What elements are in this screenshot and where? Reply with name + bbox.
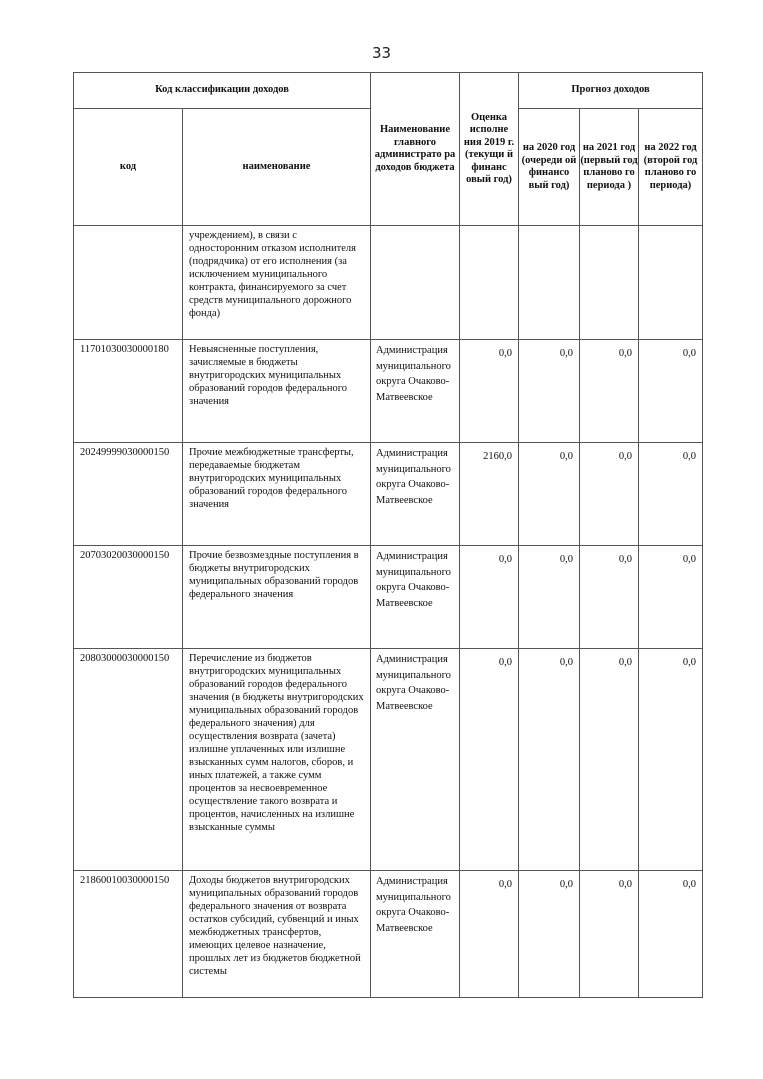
cell-estimate: 0,0 — [460, 871, 519, 998]
cell-code: 11701030030000180 — [74, 340, 183, 443]
cell-2020: 0,0 — [519, 871, 580, 998]
table-row — [74, 340, 703, 443]
table-row — [74, 546, 703, 649]
cell-name: учреждением), в связи с односторонним отказом исполнителя (подрядчика) от его исполнения (за исключением муниципального контракта, финансируемого за счет средств муниципального дорожного фонда) — [183, 226, 371, 340]
cell-2022: 0,0 — [639, 546, 703, 649]
table-row — [74, 443, 703, 546]
cell-estimate: 0,0 — [460, 546, 519, 649]
cell-2020: 0,0 — [519, 443, 580, 546]
cell-admin: Администрация муниципального округа Очаково-Матвеевское — [371, 871, 460, 998]
cell-estimate: 2160,0 — [460, 443, 519, 546]
cell-2021: 0,0 — [580, 443, 639, 546]
cell-estimate: 0,0 — [460, 649, 519, 871]
cell-admin: Администрация муниципального округа Очаково-Матвеевское — [371, 546, 460, 649]
cell-admin: Администрация муниципального округа Очаково-Матвеевское — [371, 340, 460, 443]
cell-code: 21860010030000150 — [74, 871, 183, 998]
table-row-continuation — [74, 226, 703, 340]
table-row — [74, 871, 703, 998]
cell-2021: 0,0 — [580, 546, 639, 649]
cell-code: 20803000030000150 — [74, 649, 183, 871]
cell-code: 20249999030000150 — [74, 443, 183, 546]
page-number: 33 — [371, 44, 392, 62]
cell-2021: 0,0 — [580, 649, 639, 871]
cell-2021: 0,0 — [580, 871, 639, 998]
cell-code: 20703020030000150 — [74, 546, 183, 649]
cell-2022: 0,0 — [639, 443, 703, 546]
cell-name: Невыясненные поступления, зачисляемые в бюджеты внутригородских муниципальных образований городов федерального значения — [183, 340, 371, 443]
table-row — [74, 649, 703, 871]
cell-2022: 0,0 — [639, 649, 703, 871]
cell-code — [74, 226, 183, 340]
header-2021: на 2021 год (первый год планово го периода ) — [580, 109, 639, 226]
cell-2021 — [580, 226, 639, 340]
cell-name: Перечисление из бюджетов внутригородских муниципальных образований городов федерального значения (в бюджеты внутригородских муниципальных образований городов федерального значения) для осуществления возврата (зачета) излишне уплаченных или излишне взысканных сумм налогов, сборов, и иных платежей, а также сумм процентов за несвоевременное осуществление такого возврата и процентов, начисленных на излишне взысканные суммы — [183, 649, 371, 871]
cell-name: Доходы бюджетов внутригородских муниципальных образований городов федерального значения от возврата остатков субсидий, субвенций и иных межбюджетных трансфертов, имеющих целевое назначение, прошлых лет из бюджетов бюджетной системы — [183, 871, 371, 998]
header-code: код — [74, 109, 183, 226]
header-2020: на 2020 год (очереди ой финансо вый год) — [519, 109, 580, 226]
cell-2022 — [639, 226, 703, 340]
header-admin: Наименование главного администрато ра доходов бюджета — [371, 73, 460, 226]
cell-2021: 0,0 — [580, 340, 639, 443]
cell-2022: 0,0 — [639, 340, 703, 443]
cell-2022: 0,0 — [639, 871, 703, 998]
header-2022: на 2022 год (второй год планово го периода) — [639, 109, 703, 226]
header-code-group: Код классификации доходов — [74, 73, 371, 109]
cell-2020: 0,0 — [519, 546, 580, 649]
cell-admin: Администрация муниципального округа Очаково-Матвеевское — [371, 649, 460, 871]
cell-admin — [371, 226, 460, 340]
cell-2020: 0,0 — [519, 340, 580, 443]
header-estimate: Оценка исполне ния 2019 г. (текущи й финанс овый год) — [460, 73, 519, 226]
header-name: наименование — [183, 109, 371, 226]
revenue-table — [73, 72, 703, 998]
cell-admin: Администрация муниципального округа Очаково-Матвеевское — [371, 443, 460, 546]
cell-name: Прочие межбюджетные трансферты, передаваемые бюджетам внутригородских муниципальных образований городов федерального значения — [183, 443, 371, 546]
header-forecast-group: Прогноз доходов — [519, 73, 703, 109]
cell-2020 — [519, 226, 580, 340]
cell-estimate: 0,0 — [460, 340, 519, 443]
cell-estimate — [460, 226, 519, 340]
cell-2020: 0,0 — [519, 649, 580, 871]
cell-name: Прочие безвозмездные поступления в бюджеты внутригородских муниципальных образований городов федерального значения — [183, 546, 371, 649]
